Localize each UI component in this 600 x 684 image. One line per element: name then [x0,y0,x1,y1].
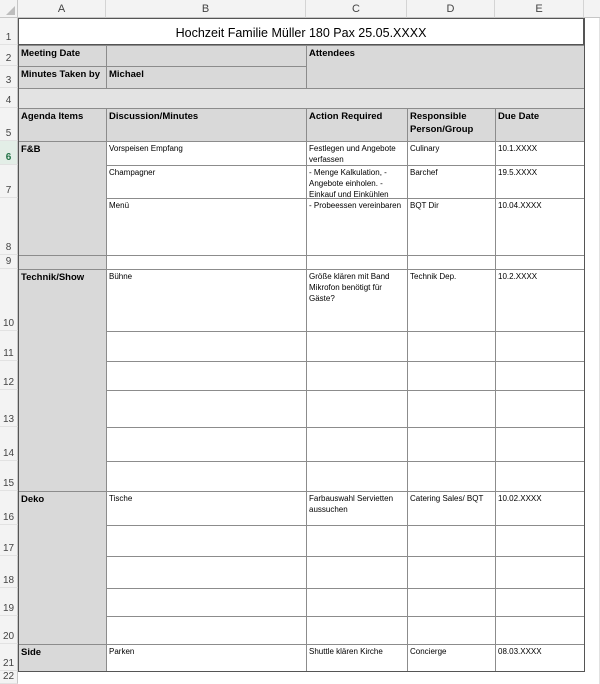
row-header-6[interactable]: 6 [0,141,18,165]
empty-cell[interactable] [306,525,407,556]
discussion-cell[interactable]: Vorspeisen Empfang [106,141,306,165]
empty-cell[interactable] [106,331,306,361]
empty-cell[interactable] [407,616,495,644]
row-header-21[interactable]: 21 [0,644,18,671]
section-side[interactable]: Side [18,644,106,671]
row-header-10[interactable]: 10 [0,269,18,331]
due-date-cell[interactable]: 10.04.XXXX [495,198,584,255]
row-header-18[interactable]: 18 [0,556,18,588]
responsible-cell[interactable]: BQT Dir [407,198,495,255]
due-date-cell[interactable]: 08.03.XXXX [495,644,584,671]
empty-cell[interactable] [306,427,407,461]
empty-cell[interactable] [306,556,407,588]
empty-cell[interactable] [106,556,306,588]
header-agenda-items[interactable]: Agenda Items [18,108,106,141]
empty-cell[interactable] [106,390,306,427]
empty-cell[interactable] [407,390,495,427]
row-header-16[interactable]: 16 [0,491,18,525]
empty-cell[interactable] [106,588,306,616]
empty-cell[interactable] [495,461,584,491]
section-spacer[interactable] [18,255,106,269]
row-header-3[interactable]: 3 [0,66,18,88]
due-date-cell[interactable]: 10.2.XXXX [495,269,584,331]
empty-cell[interactable] [495,556,584,588]
responsible-cell[interactable]: Concierge [407,644,495,671]
due-date-cell[interactable]: 19.5.XXXX [495,165,584,198]
empty-cell[interactable] [106,361,306,390]
empty-cell[interactable] [407,427,495,461]
column-header-f[interactable] [584,0,600,18]
empty-cell[interactable] [106,461,306,491]
row-header-12[interactable]: 12 [0,361,18,390]
empty-cell[interactable] [106,616,306,644]
row-header-17[interactable]: 17 [0,525,18,556]
empty-cell[interactable] [106,255,306,269]
row-header-19[interactable]: 19 [0,588,18,616]
empty-cell[interactable] [495,525,584,556]
action-cell[interactable]: Farbauswahl Servietten aussuchen [306,491,407,525]
column-header-a[interactable]: A [18,0,106,18]
meeting-date-value[interactable] [106,45,306,66]
row-header-13[interactable]: 13 [0,390,18,427]
empty-cell[interactable] [306,331,407,361]
action-cell[interactable]: - Menge Kalkulation, - Angebote einholen. - Einkauf und Einkühlen [306,165,407,198]
document-title[interactable]: Hochzeit Familie Müller 180 Pax 25.05.XXXX [18,18,584,45]
row-header-7[interactable]: 7 [0,165,18,198]
column-header-e[interactable]: E [495,0,584,18]
empty-cell[interactable] [495,361,584,390]
empty-cell[interactable] [106,427,306,461]
header-discussion[interactable]: Discussion/Minutes [106,108,306,141]
header-responsible[interactable]: Responsible Person/Group [407,108,495,141]
header-action-required[interactable]: Action Required [306,108,407,141]
row-header-14[interactable]: 14 [0,427,18,461]
empty-cell[interactable] [407,556,495,588]
row-header-11[interactable]: 11 [0,331,18,361]
discussion-cell[interactable]: Bühne [106,269,306,331]
responsible-cell[interactable]: Barchef [407,165,495,198]
minutes-taken-label[interactable]: Minutes Taken by [18,66,106,88]
section-deko[interactable]: Deko [18,491,106,644]
empty-cell[interactable] [407,361,495,390]
action-cell[interactable]: Größe klären mit Band Mikrofon benötigt für Gäste? [306,269,407,331]
spacer-row[interactable] [18,88,584,108]
discussion-cell[interactable]: Menü [106,198,306,255]
meeting-date-label[interactable]: Meeting Date [18,45,106,66]
empty-cell[interactable] [495,390,584,427]
column-header-c[interactable]: C [306,0,407,18]
column-header-b[interactable]: B [106,0,306,18]
empty-cell[interactable] [495,616,584,644]
row-header-22[interactable]: 22 [0,671,18,684]
empty-cell[interactable] [306,616,407,644]
empty-cell[interactable] [495,588,584,616]
section-fb[interactable]: F&B [18,141,106,255]
responsible-cell[interactable]: Technik Dep. [407,269,495,331]
empty-cell[interactable] [306,588,407,616]
row-header-2[interactable]: 2 [0,45,18,66]
empty-cell[interactable] [407,461,495,491]
action-cell[interactable]: Shuttle klären Kirche [306,644,407,671]
header-due-date[interactable]: Due Date [495,108,584,141]
row-header-8[interactable]: 8 [0,198,18,255]
row-header-5[interactable]: 5 [0,108,18,141]
row-header-15[interactable]: 15 [0,461,18,491]
minutes-taken-value[interactable]: Michael [106,66,306,88]
discussion-cell[interactable]: Champagner [106,165,306,198]
empty-cell[interactable] [407,588,495,616]
row-header-4[interactable]: 4 [0,88,18,108]
row-header-9[interactable]: 9 [0,255,18,269]
empty-cell[interactable] [495,255,584,269]
empty-cell[interactable] [407,255,495,269]
empty-cell[interactable] [495,427,584,461]
due-date-cell[interactable]: 10.1.XXXX [495,141,584,165]
section-technik-show[interactable]: Technik/Show [18,269,106,491]
empty-cell[interactable] [407,525,495,556]
empty-cell[interactable] [306,255,407,269]
empty-cell[interactable] [495,331,584,361]
discussion-cell[interactable]: Tische [106,491,306,525]
empty-cell[interactable] [106,525,306,556]
column-header-d[interactable]: D [407,0,495,18]
row-header-20[interactable]: 20 [0,616,18,644]
responsible-cell[interactable]: Culinary [407,141,495,165]
attendees-label[interactable]: Attendees [306,45,584,88]
empty-cell[interactable] [306,361,407,390]
empty-cell[interactable] [306,390,407,427]
action-cell[interactable]: Festlegen und Angebote verfassen [306,141,407,165]
responsible-cell[interactable]: Catering Sales/ BQT [407,491,495,525]
row-header-1[interactable]: 1 [0,18,18,45]
empty-cell[interactable] [407,331,495,361]
due-date-cell[interactable]: 10.02.XXXX [495,491,584,525]
empty-cell[interactable] [306,461,407,491]
action-cell[interactable]: - Probeessen vereinbaren [306,198,407,255]
select-all-corner[interactable] [0,0,18,18]
discussion-cell[interactable]: Parken [106,644,306,671]
